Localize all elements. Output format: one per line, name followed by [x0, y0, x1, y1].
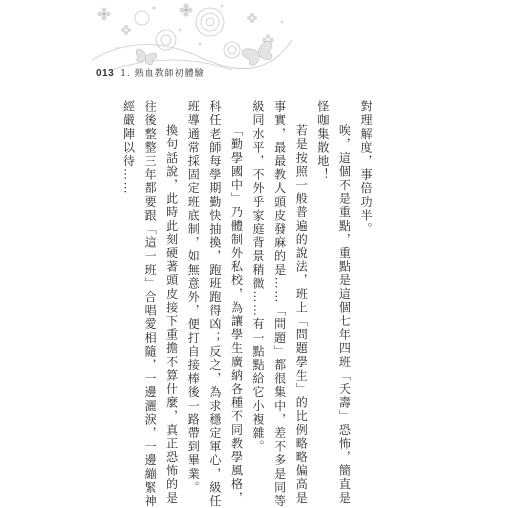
text-column: 「勤學國中」乃體制外私校，為讓學生廣納各種不同教學風格， [229, 124, 244, 505]
text-column: 若是按照一般普遍的說法，班上「問題學生」的比例略略偏高是 [294, 124, 309, 505]
floral-butterfly-decoration [82, 0, 312, 78]
text-column: 事實，最最教人頭皮發麻的是……「問題」都很集中，差不多是同等 [272, 100, 287, 508]
text-column: 班導通常採固定班底制，如無意外，便打自接棒後一路帶到畢業。 [186, 100, 201, 495]
text-column: 往後整整三年都要跟「這一班」合唱愛相隨，一邊灑淚，一邊繃緊神 [143, 100, 158, 508]
text-column: 對理解度，事倍功半。 [359, 100, 373, 236]
text-column: 科任老師每學期勤快抽換，跑班跑得凶；反之，為求穩定軍心，級任 [207, 100, 222, 508]
page-number: 013 [96, 68, 115, 79]
text-column: 唉，這個不是重點，重點是這個七年四班「夭壽」恐怖，簡直是 [337, 124, 352, 505]
running-header [96, 69, 205, 79]
text-column: 級同水平，不外乎家庭背景稍微……有一點點給它小複雜。 [251, 100, 266, 454]
text-column: 怪咖集散地！ [315, 100, 330, 182]
text-column: 經嚴陣以待…… [121, 100, 136, 196]
text-column: 換句話說，此時此刻硬著頭皮接下重擔不算什麼，真正恐怖的是 [164, 124, 179, 505]
chapter-title: 1. 熱血教師初體驗 [120, 68, 205, 79]
vertical-body-text [117, 100, 376, 508]
